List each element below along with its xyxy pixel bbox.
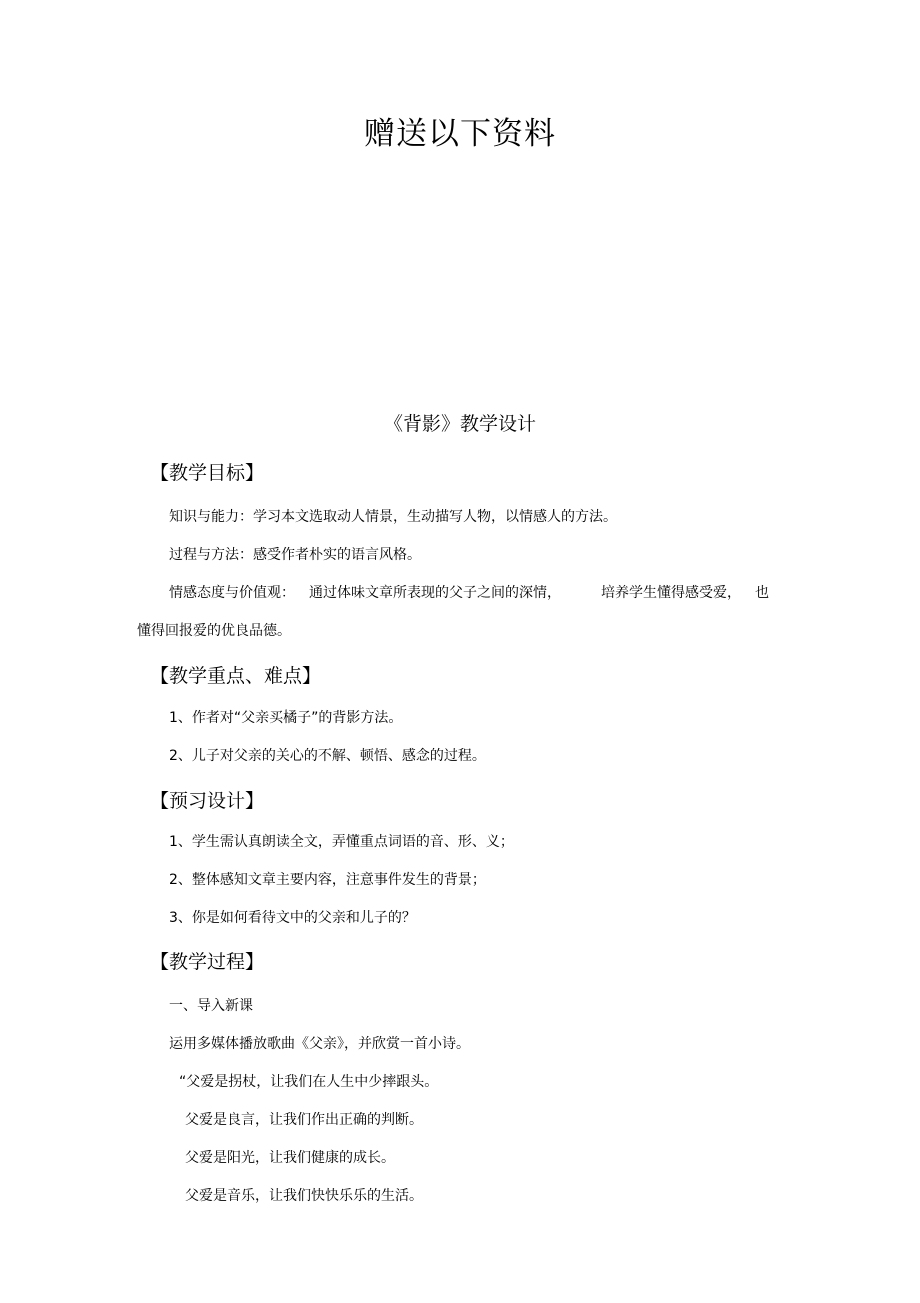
poem-line-2: 父爱是良言，让我们作出正确的判断。 bbox=[185, 1112, 423, 1128]
poem-line-4: 父爱是音乐，让我们快快乐乐的生活。 bbox=[185, 1188, 423, 1204]
preview-item-3: 3、你是如何看待文中的父亲和儿子的？ bbox=[169, 910, 416, 926]
banner-title: 赠送以下资料 bbox=[364, 116, 556, 152]
objective-process: 过程与方法：感受作者朴实的语言风格。 bbox=[169, 547, 421, 563]
poem-line-1: “父爱是拐杖，让我们在人生中少摔跟头。 bbox=[179, 1074, 439, 1090]
key-point-2: 2、儿子对父亲的关心的不解、顿悟、感念的过程。 bbox=[169, 748, 486, 764]
preview-item-1: 1、学生需认真朗读全文，弄懂重点词语的音、形、义； bbox=[169, 834, 514, 850]
section-heading-key-points: 【教学重点、难点】 bbox=[150, 665, 322, 687]
values-text-a: 通过体味文章所表现的父子之间的深情， bbox=[309, 585, 561, 601]
preview-item-2: 2、整体感知文章主要内容，注意事件发生的背景； bbox=[169, 872, 486, 888]
process-intro: 运用多媒体播放歌曲《父亲》，并欣赏一首小诗。 bbox=[169, 1036, 470, 1052]
section-heading-preview: 【预习设计】 bbox=[150, 790, 265, 812]
process-step-1: 一、导入新课 bbox=[169, 998, 253, 1014]
section-heading-process: 【教学过程】 bbox=[150, 951, 265, 973]
values-text-b: 培养学生懂得感受爱， bbox=[601, 585, 741, 601]
objective-values-line1 bbox=[169, 582, 769, 602]
objective-knowledge: 知识与能力：学习本文选取动人情景，生动描写人物，以情感人的方法。 bbox=[169, 509, 617, 525]
poem-line-3: 父爱是阳光，让我们健康的成长。 bbox=[185, 1150, 395, 1166]
values-label: 情感态度与价值观： bbox=[169, 585, 295, 601]
objective-values-line2: 懂得回报爱的优良品德。 bbox=[137, 623, 291, 639]
key-point-1: 1、作者对“父亲买橘子”的背影方法。 bbox=[169, 710, 403, 726]
section-heading-objectives: 【教学目标】 bbox=[150, 462, 265, 484]
document-title: 《背影》教学设计 bbox=[383, 413, 536, 435]
values-text-c: 也 bbox=[755, 585, 769, 601]
